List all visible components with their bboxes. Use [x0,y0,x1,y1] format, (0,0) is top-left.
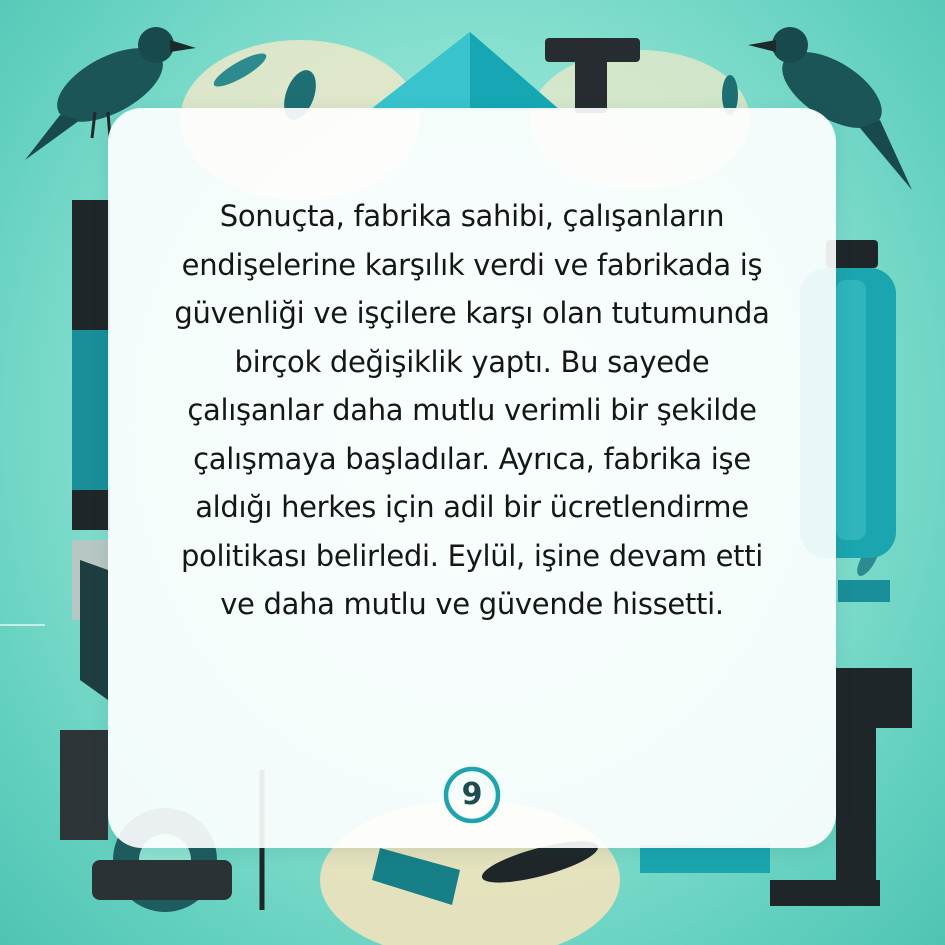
page-number-badge [443,766,501,824]
story-text: Sonuçta, fabrika sahibi, çalışanların endişelerine karşılık verdi ve fabrikada iş güvenliği ve işçilere karşı olan tutumunda birçok değişiklik yaptı. Bu sayede çalışanlar daha mutlu verimli bir şekilde çalışmaya başladılar. Ayrıca, fabrika işe aldığı herkes için adil bir ücretlendirme politikası belirledi. Eylül, işine devam etti ve daha mutlu ve güvende hissetti. [174,199,770,621]
left-tools-shape [60,200,110,840]
page-number: 9 [461,777,483,812]
story-card [108,108,836,848]
roof-triangle-shape [370,32,560,110]
